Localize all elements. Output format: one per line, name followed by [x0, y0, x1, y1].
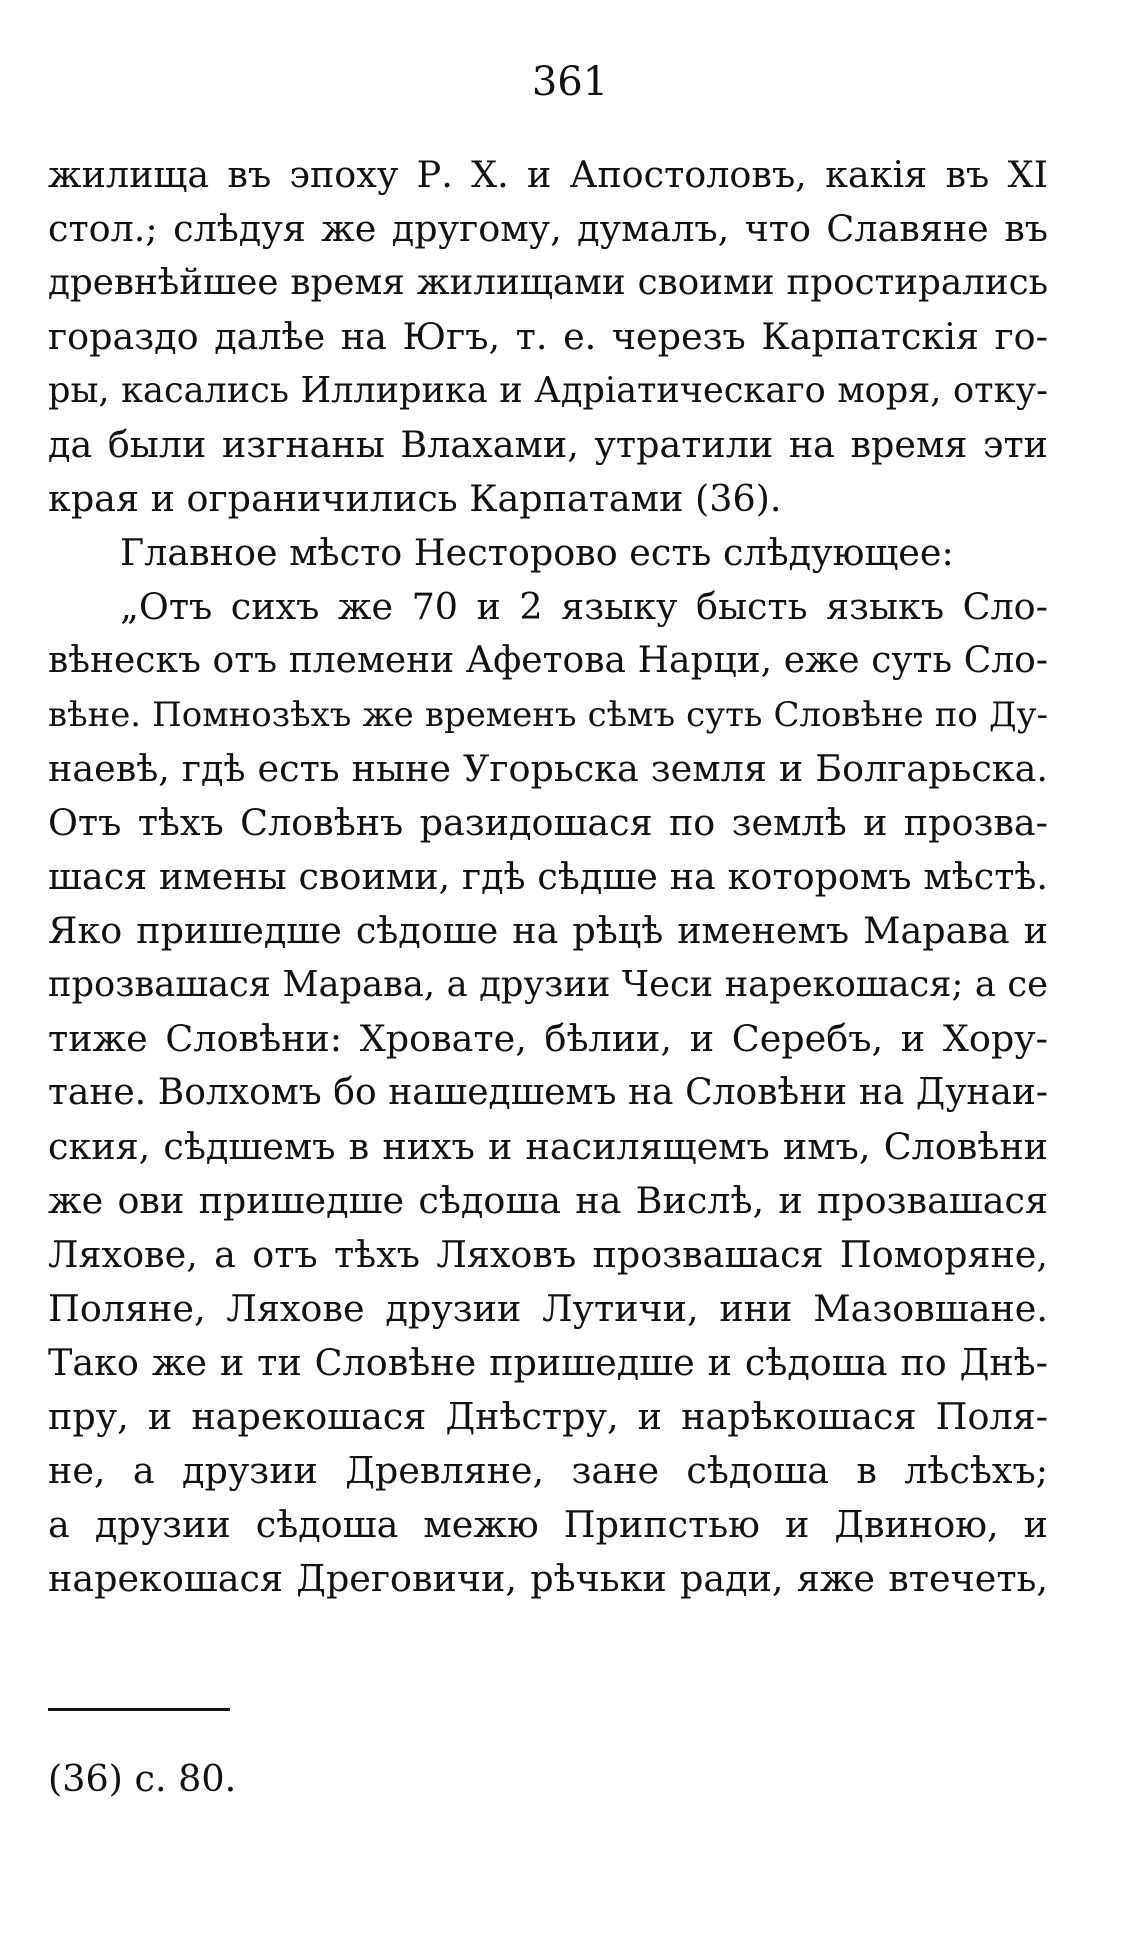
text-line: древнѣйшее время жилищами своими простирались: [48, 262, 1048, 303]
text-line: а друзии сѣдоша межю Припстью и Двиною, и: [48, 1503, 1048, 1546]
text-line: жилища въ эпоху Р. Х. и Апостоловъ, какія въ XI: [48, 153, 1048, 196]
paragraph-2: [48, 526, 1048, 580]
footnote: (36) с. 80.: [48, 1757, 237, 1800]
text-line: прозвашася Марава, а друзии Чеси нарекошася; а се: [48, 964, 1048, 1005]
text-line: тане. Волхомъ бо нашедшемъ на Словѣни на Дунаи-: [48, 1072, 1048, 1113]
text-line: Поляне, Ляхове друзии Лутичи, ини Мазовшане.: [48, 1287, 1048, 1330]
text-line: же ови пришедше сѣдоша на Вислѣ, и прозвашася: [48, 1179, 1048, 1222]
page-number: 361: [531, 59, 609, 105]
text-line: тиже Словѣни: Хровате, бѣлии, и Серебъ, и Хору-: [48, 1017, 1048, 1060]
text-line: Яко пришедше сѣдоше на рѣцѣ именемъ Марава и: [48, 909, 1048, 952]
text-line: „Отъ сихъ же 70 и 2 языку бысть языкъ Сло-: [120, 585, 1048, 628]
text-line: пру, и нарекошася Днѣстру, и нарѣкошася Поля-: [48, 1395, 1048, 1438]
text-line: да были изгнаны Влахами, утратили на время эти: [48, 423, 1048, 466]
text-line: вѣнескъ отъ племени Афетова Нарци, еже суть Сло-: [48, 640, 1048, 681]
text-line: не, а друзии Древляне, зане сѣдоша в лѣсѣхъ;: [48, 1449, 1048, 1492]
text-line: ския, сѣдшемъ в нихъ и насилящемъ имъ, Словѣни: [48, 1125, 1048, 1168]
text-line: гораздо далѣе на Югъ, т. е. черезъ Карпатскія го-: [48, 315, 1048, 358]
text-line: нарекошася Дреговичи, рѣчьки ради, яже втечеть,: [48, 1557, 1048, 1600]
text-line: Ляхове, а отъ тѣхъ Ляховъ прозвашася Поморяне,: [48, 1233, 1048, 1276]
text-line: Главное мѣсто Несторово есть слѣдующее:: [120, 531, 954, 574]
body-text: [48, 148, 1048, 1606]
text-line: вѣне. Помнозѣхъ же временъ сѣмъ суть Словѣне по Ду-: [48, 695, 1048, 735]
paragraph-3-quotation: [48, 580, 1048, 1606]
paragraph-1: [48, 148, 1048, 526]
text-line: Отъ тѣхъ Словѣнъ разидошася по землѣ и прозва-: [48, 801, 1048, 844]
text-line: Тако же и ти Словѣне пришедше и сѣдоша по Днѣ-: [48, 1341, 1048, 1384]
text-line: края и ограничились Карпатами (36).: [48, 477, 782, 520]
text-line: шася имены своими, гдѣ сѣдше на которомъ мѣстѣ.: [48, 855, 1048, 898]
text-line: стол.; слѣдуя же другому, думалъ, что Славяне въ: [48, 207, 1048, 250]
text-line: ры, касались Иллирика и Адріатическаго моря, отку-: [48, 370, 1048, 411]
text-line: наевѣ, гдѣ есть ныне Угорьска земля и Болгарьска.: [48, 747, 1048, 790]
footnote-divider: [48, 1708, 230, 1711]
